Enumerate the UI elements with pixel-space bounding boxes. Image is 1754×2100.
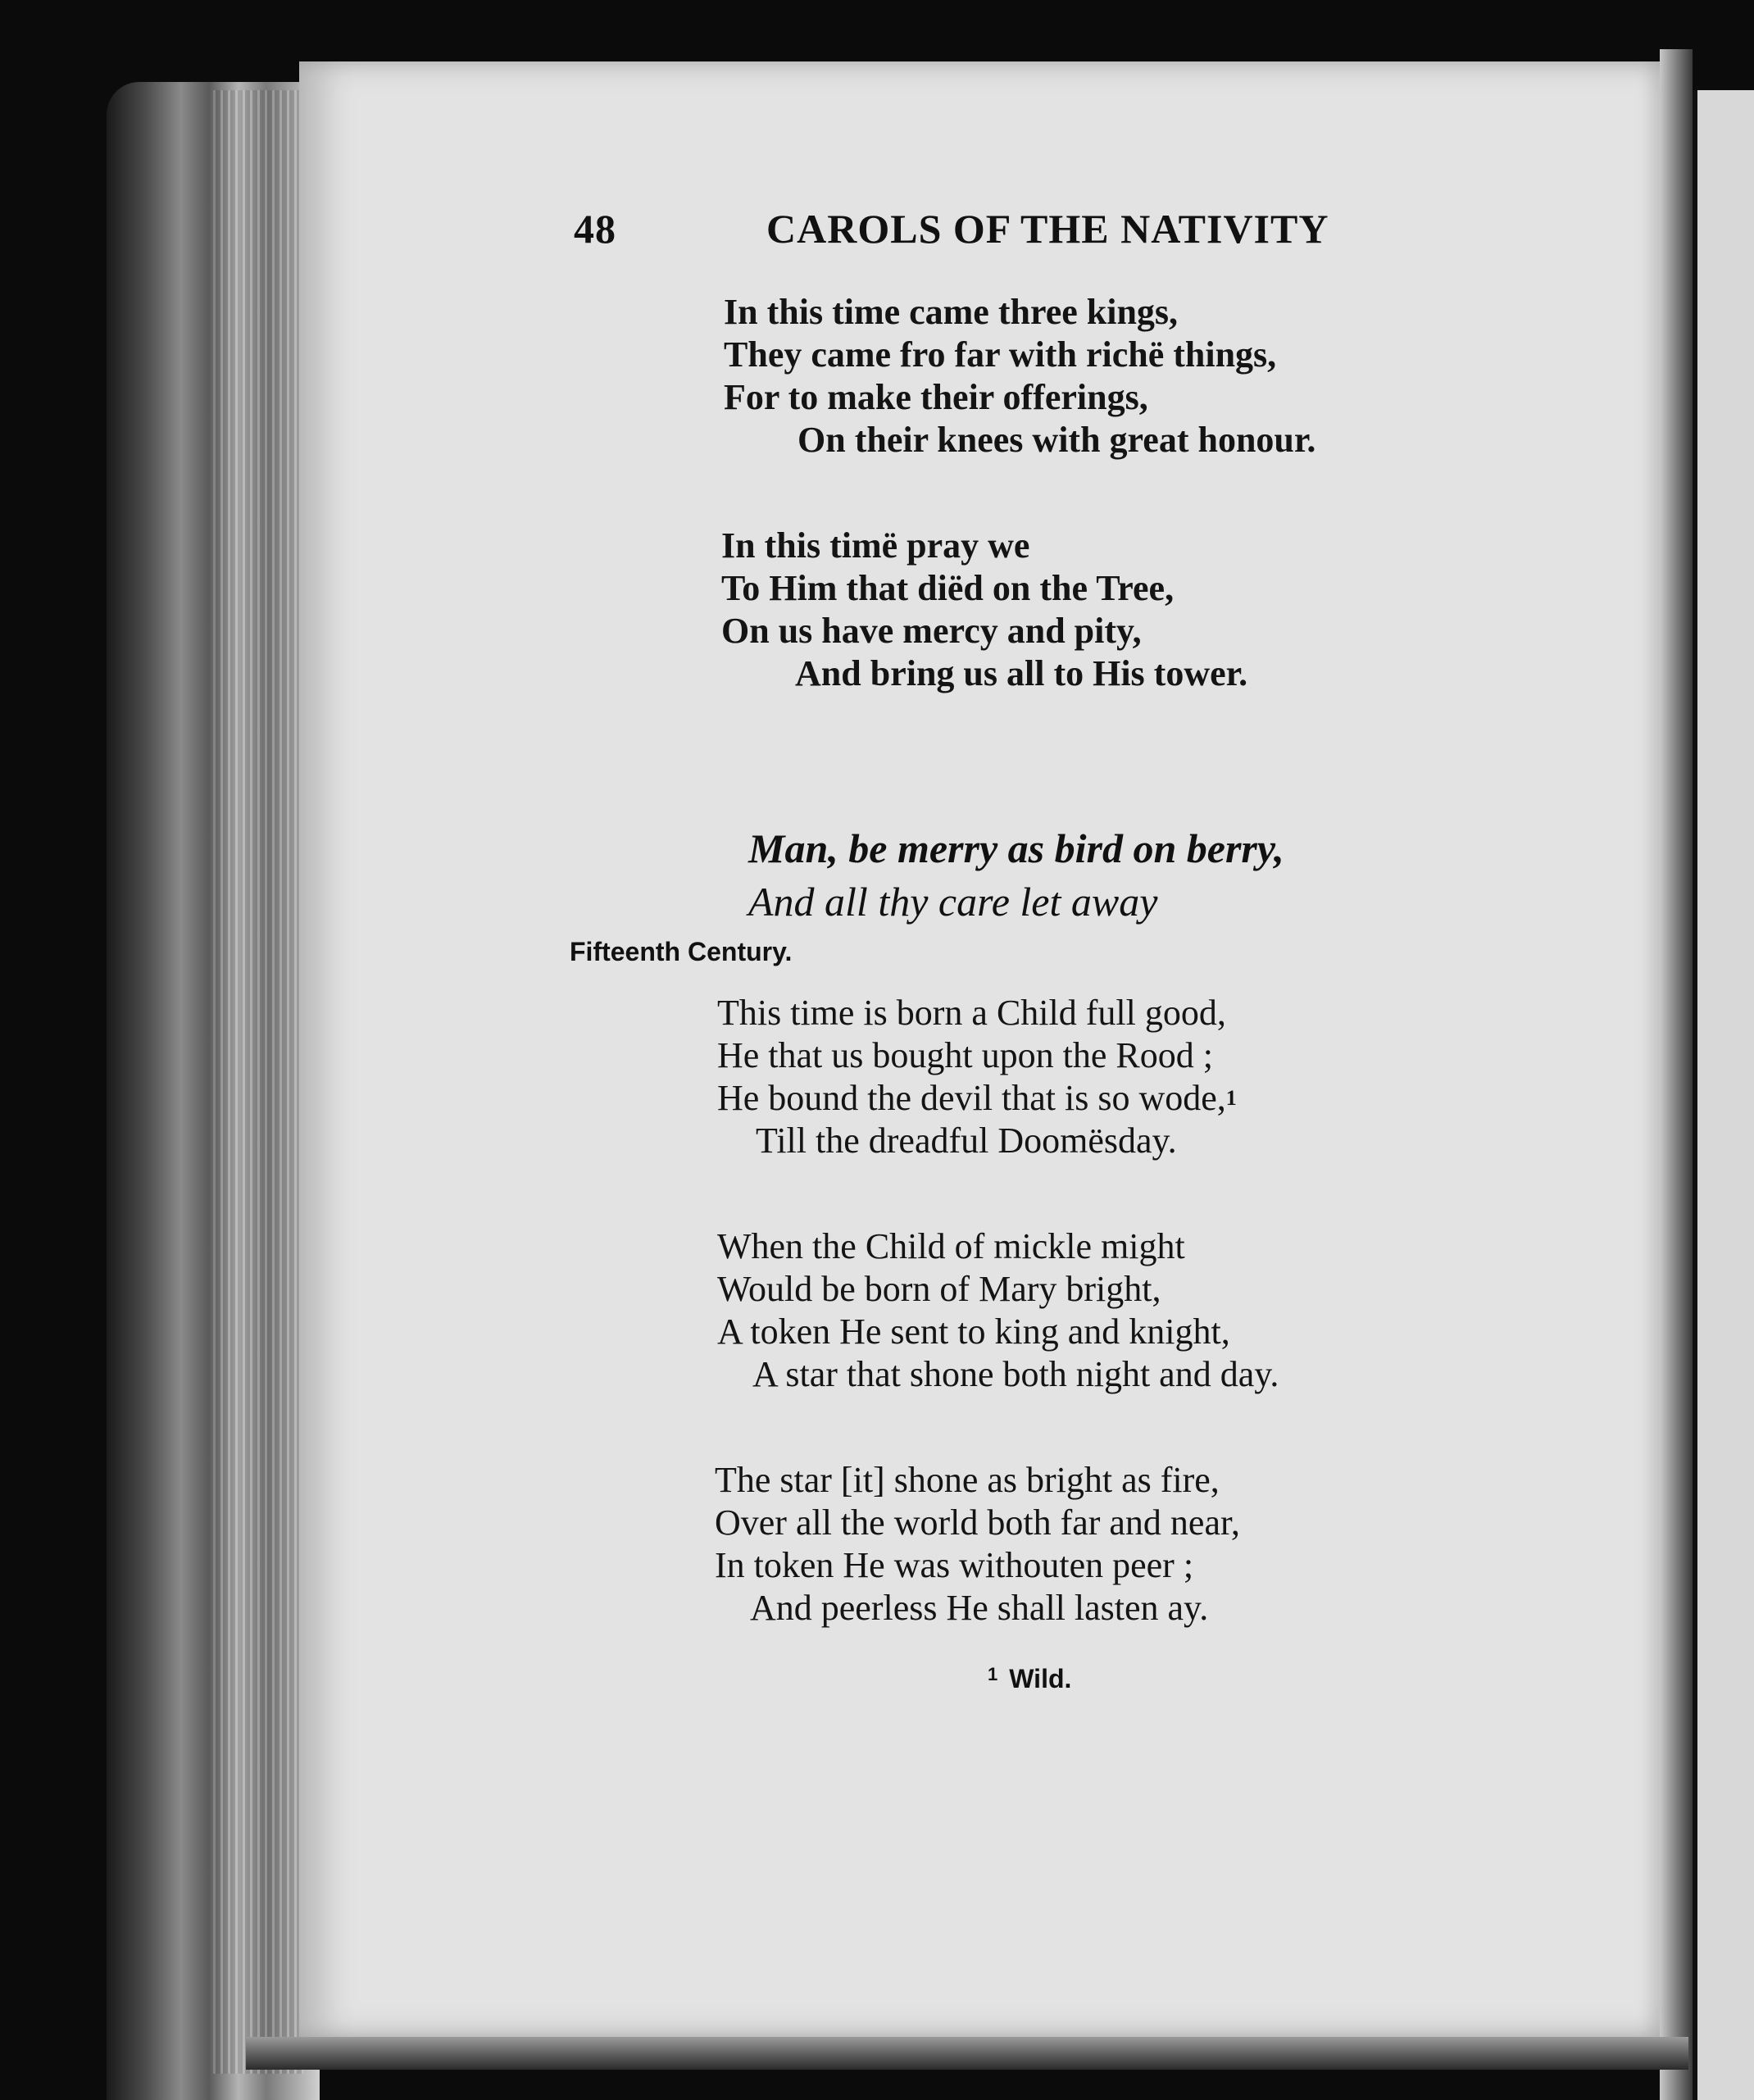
footnote-reference: 1 xyxy=(1225,1086,1237,1110)
verse-line: Till the dreadful Doomësday. xyxy=(756,1120,1177,1161)
verse-line: On their knees with great honour. xyxy=(797,420,1316,460)
verse-line: And bring us all to His tower. xyxy=(795,653,1248,693)
verse-line: Would be born of Mary bright, xyxy=(717,1269,1161,1309)
verse-line: For to make their offerings, xyxy=(724,377,1148,417)
running-title: CAROLS OF THE NATIVITY xyxy=(766,206,1329,252)
verse-line: To Him that diëd on the Tree, xyxy=(721,568,1175,608)
verse-line-text: He bound the devil that is so wode, xyxy=(717,1078,1226,1118)
verse-line: In this time came three kings, xyxy=(724,292,1179,332)
verse-line: The star [it] shone as bright as fire, xyxy=(715,1460,1220,1500)
verse-line: In this timë pray we xyxy=(721,525,1030,566)
refrain-line: And all thy care let away xyxy=(748,879,1158,925)
footnote xyxy=(988,1664,1071,1694)
verse-line: In token He was withouten peer ; xyxy=(715,1545,1194,1585)
verse-line: They came fro far with richë things, xyxy=(724,334,1277,375)
footnote-marker: 1 xyxy=(988,1664,998,1684)
page-header xyxy=(574,205,1393,262)
verse-line: On us have mercy and pity, xyxy=(721,611,1142,651)
verse-line-with-footnote xyxy=(717,1077,1237,1120)
next-page-edge xyxy=(1693,90,1754,2100)
verse-line: A star that shone both night and day. xyxy=(752,1354,1279,1394)
verse-line: He that us bought upon the Rood ; xyxy=(717,1035,1213,1075)
verse-line: Over all the world both far and near, xyxy=(715,1502,1240,1543)
page-edges xyxy=(213,90,303,2074)
page-bottom-edge xyxy=(246,2037,1688,2070)
verse-line: When the Child of mickle might xyxy=(717,1226,1185,1266)
verse-line: A token He sent to king and knight, xyxy=(717,1311,1230,1352)
source-note: Fifteenth Century. xyxy=(570,937,793,966)
verse-line: This time is born a Child full good, xyxy=(717,993,1226,1033)
footnote-text: Wild. xyxy=(1009,1664,1072,1693)
page-right-edge xyxy=(1660,49,1693,2100)
refrain-line: Man, be merry as bird on berry, xyxy=(748,825,1284,871)
verse-line: And peerless He shall lasten ay. xyxy=(750,1588,1209,1628)
page-number: 48 xyxy=(574,206,616,252)
